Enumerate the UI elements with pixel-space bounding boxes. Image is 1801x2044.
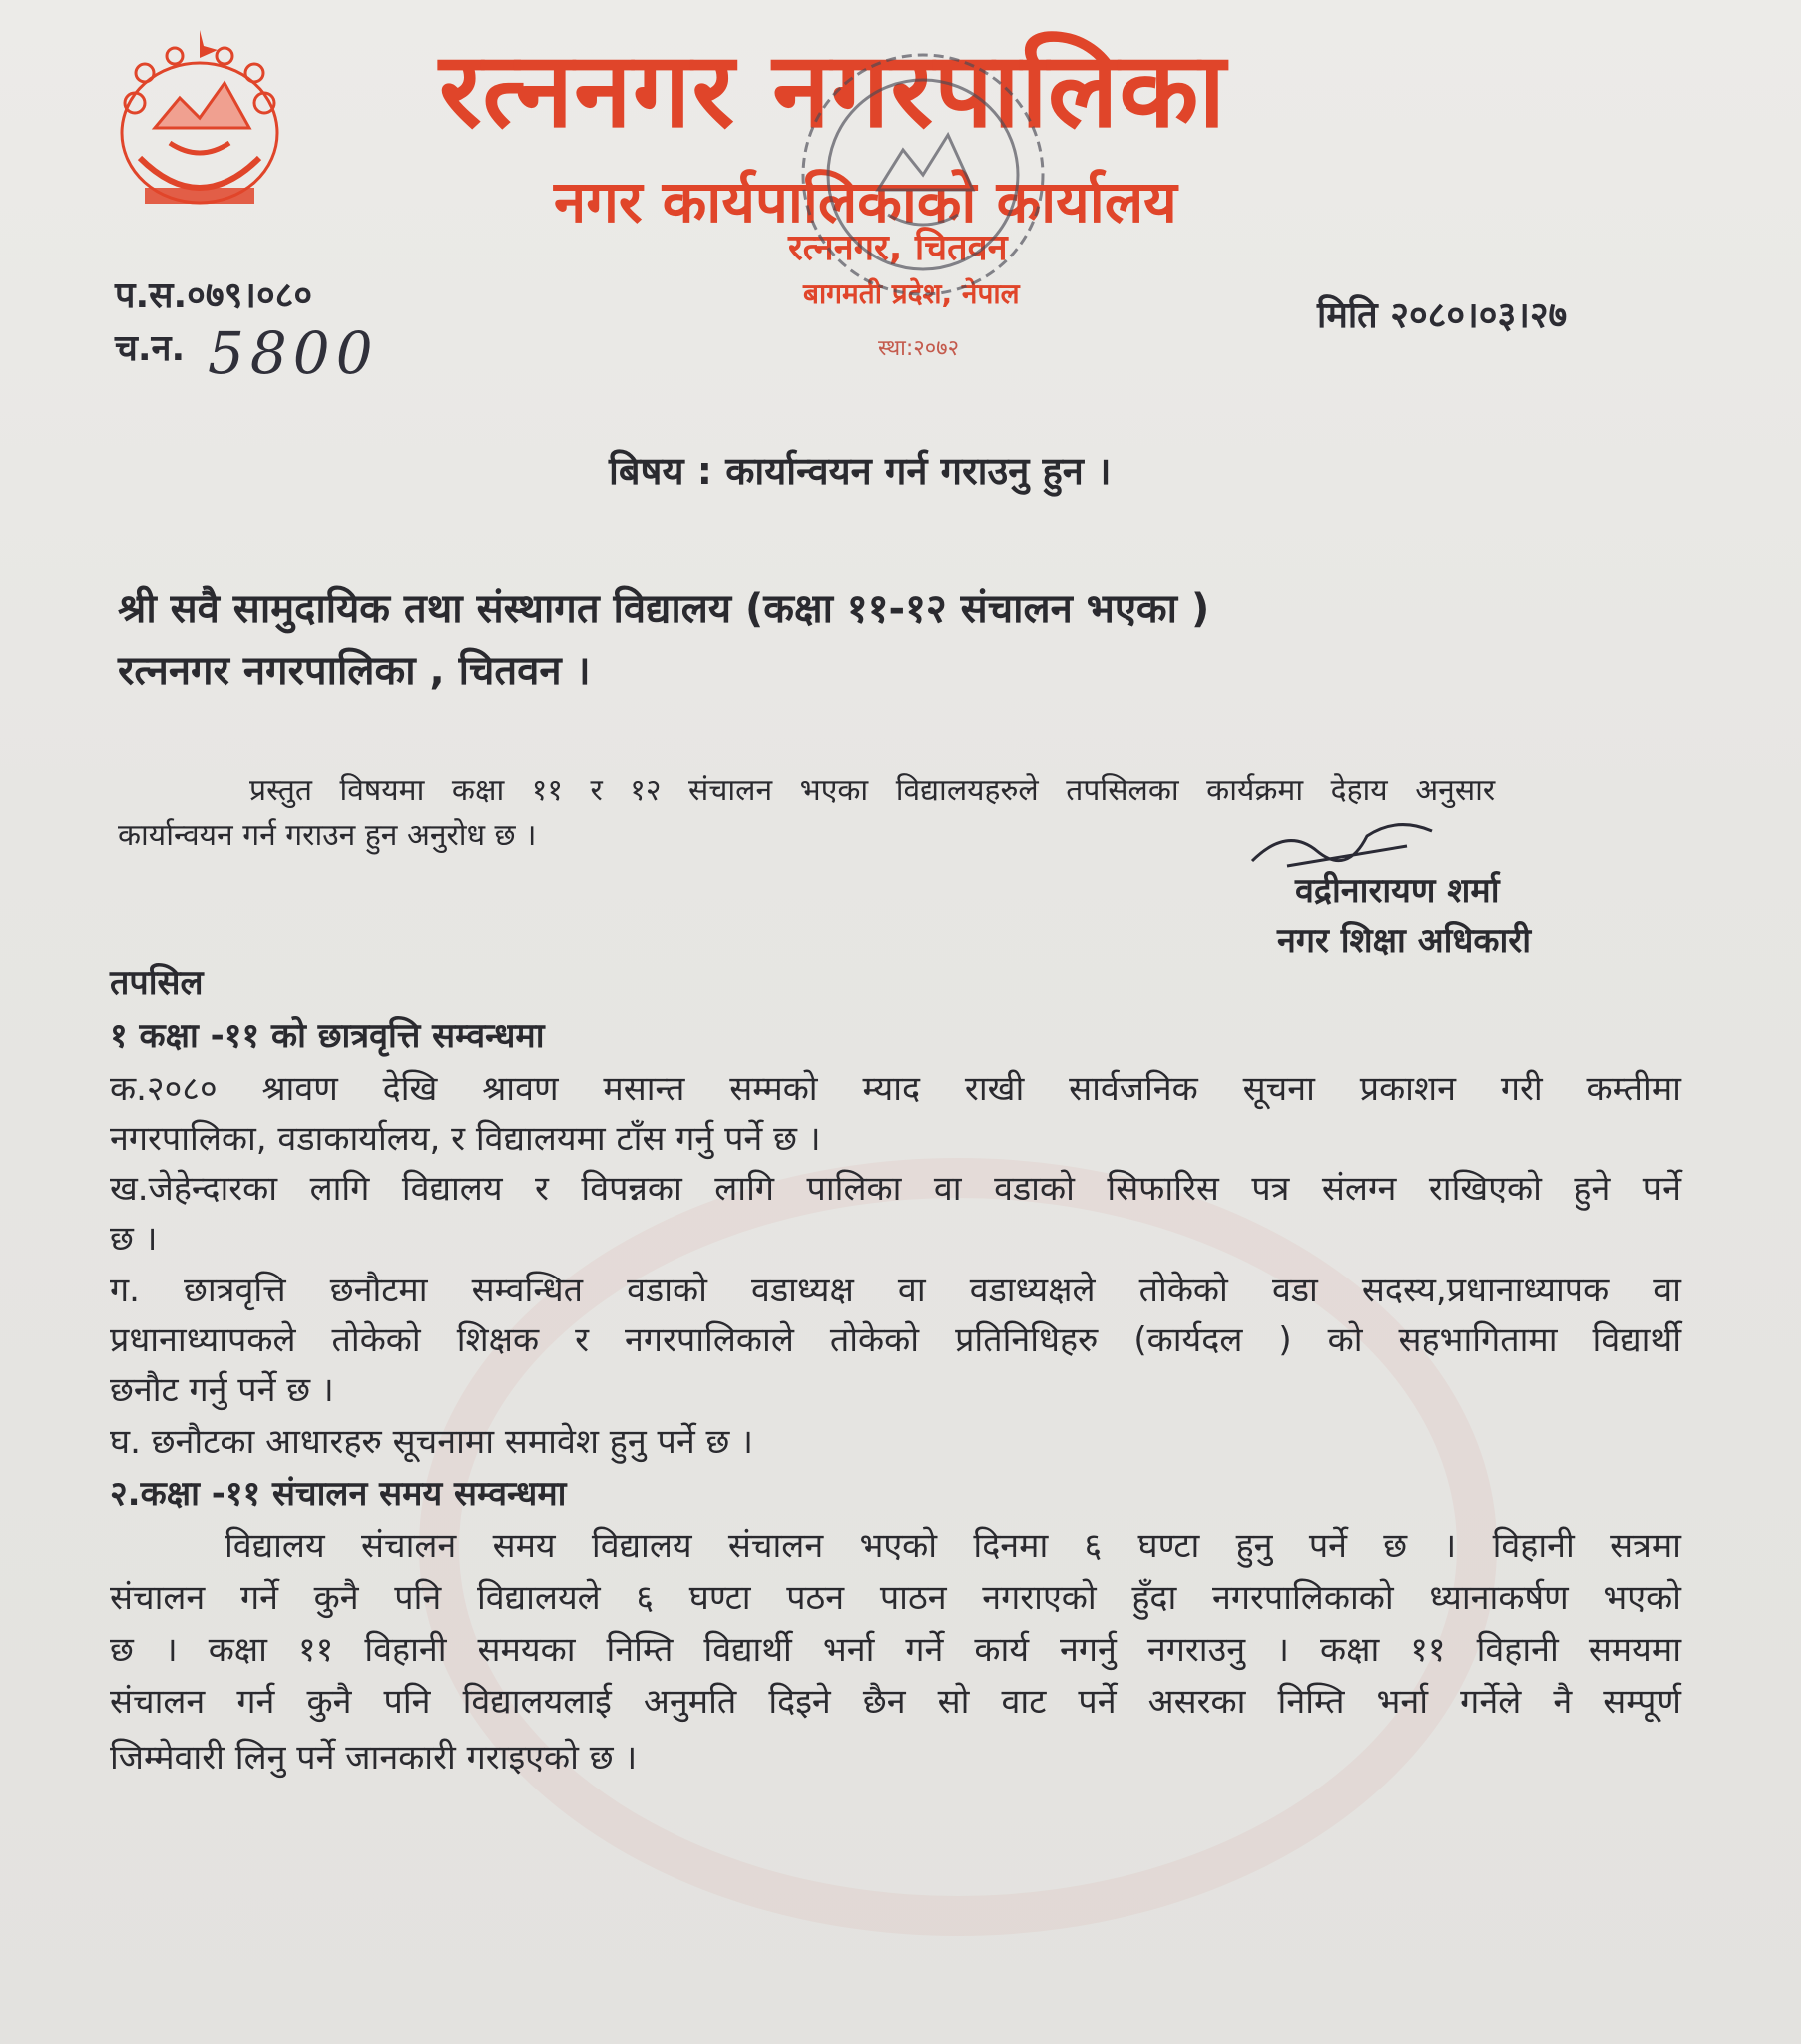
section-2-line-3: छ । कक्षा ११ विहानी समयका निम्ति विद्यार्थी भर्ना गर्ने कार्य नगर्नु नगराउनु । कक्षा ११ विहानी समयमा bbox=[110, 1630, 1681, 1670]
nepal-emblem-icon bbox=[100, 28, 299, 218]
addressee-line-2: रत्ननगर नगरपालिका , चितवन । bbox=[118, 648, 591, 694]
letter-date: मिति २०८०।०३।२७ bbox=[1317, 295, 1568, 336]
item-ka-line-1: क.२०८० श्रावण देखि श्रावण मसान्त सम्मको म्याद राखी सार्वजनिक सूचना प्रकाशन गरी कम्तीमा bbox=[110, 1069, 1681, 1109]
item-ka-line-2: नगरपालिका, वडाकार्यालय, र विद्यालयमा टाँस गर्नु पर्ने छ । bbox=[110, 1119, 821, 1159]
item-gha-line: घ. छनौटका आधारहरु सूचनामा समावेश हुनु पर्ने छ । bbox=[110, 1422, 754, 1462]
office-subtitle: नगर कार्यपालिकाको कार्यालय bbox=[554, 168, 1177, 236]
tapasil-heading: तपसिल bbox=[110, 963, 204, 1003]
established-year: स्था:२०७२ bbox=[878, 336, 960, 361]
intro-line-2: कार्यान्वयन गर्न गराउन हुन अनुरोध छ । bbox=[118, 818, 537, 853]
signatory-name: वद्रीनारायण शर्मा bbox=[1295, 871, 1500, 911]
patra-sankhya: प.स.०७९।०८० bbox=[115, 275, 313, 316]
addressee-line-1: श्री सवै सामुदायिक तथा संस्थागत विद्यालय (कक्षा ११-१२ संचालन भएका ) bbox=[118, 586, 1210, 632]
item-ga-line-1: ग. छात्रवृत्ति छनौटमा सम्वन्धित वडाको वडाध्यक्ष वा वडाध्यक्षले तोकेको वडा सदस्य,प्रधानाध्यापक वा bbox=[110, 1271, 1681, 1310]
section-2-line-1: विद्यालय संचालन समय विद्यालय संचालन भएको दिनमा ६ घण्टा हुनु पर्ने छ । विहानी सत्रमा bbox=[225, 1526, 1681, 1566]
item-kha-line-2: छ । bbox=[110, 1219, 158, 1259]
item-ga-line-3: छनौट गर्नु पर्ने छ । bbox=[110, 1370, 334, 1410]
office-address: रत्ननगर, चितवन bbox=[788, 228, 1008, 268]
section-2-line-5: जिम्मेवारी लिनु पर्ने जानकारी गराइएको छ । bbox=[110, 1738, 638, 1778]
signatory-title: नगर शिक्षा अधिकारी bbox=[1277, 921, 1532, 961]
subject-line: बिषय : कार्यान्वयन गर्न गराउनु हुन । bbox=[609, 449, 1112, 493]
section-2-line-4: संचालन गर्न कुनै पनि विद्यालयलाई अनुमति दिइने छैन सो वाट पर्ने असरका निम्ति भर्ना गर्नेले नै सम्पूर्ण bbox=[110, 1682, 1681, 1722]
item-ga-line-2: प्रधानाध्यापकले तोकेको शिक्षक र नगरपालिकाले तोकेको प्रतिनिधिहरु (कार्यदल ) को सहभागितामा विद्यार्थी bbox=[110, 1320, 1681, 1360]
section-2-line-2: संचालन गर्ने कुनै पनि विद्यालयले ६ घण्टा पठन पाठन नगराएको हुँदा नगरपालिकाको ध्यानाकर्षण भएको bbox=[110, 1578, 1681, 1618]
official-stamp-icon bbox=[788, 40, 1058, 309]
office-province: बागमती प्रदेश, नेपाल bbox=[803, 277, 1020, 310]
chalani-number: 5800 bbox=[208, 319, 379, 387]
chalani-label: च.न. bbox=[115, 328, 186, 369]
section-1-heading: १ कक्षा -११ को छात्रवृत्ति सम्वन्धमा bbox=[110, 1016, 545, 1056]
municipality-title: रत्ननगर नगरपालिका bbox=[439, 29, 1227, 151]
intro-line-1: प्रस्तुत विषयमा कक्षा ११ र १२ संचालन भएका विद्यालयहरुले तपसिलका कार्यक्रमा देहाय अनुसार bbox=[249, 773, 1496, 808]
section-2-heading: २.कक्षा -११ संचालन समय सम्वन्धमा bbox=[110, 1474, 567, 1514]
item-kha-line-1: ख.जेहेन्दारका लागि विद्यालय र विपन्नका लागि पालिका वा वडाको सिफारिस पत्र संलग्न राखिएको हुने पर्ने bbox=[110, 1169, 1681, 1209]
